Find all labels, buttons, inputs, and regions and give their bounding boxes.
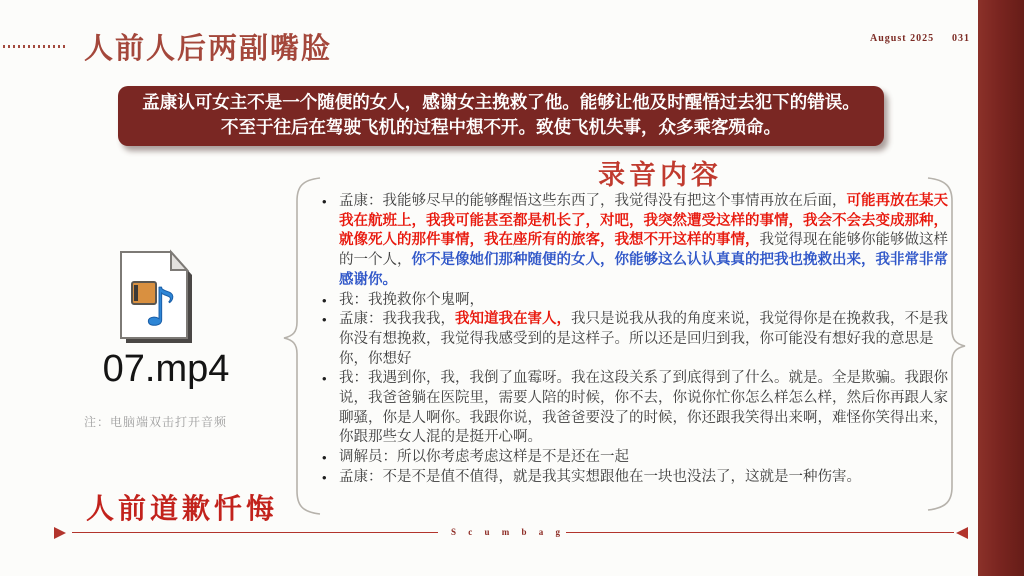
- dialogue-item: [320, 310, 948, 369]
- footer-caption: 人前道歉忏悔: [86, 494, 279, 525]
- dialogue-segment: 我：我挽救你个鬼啊，: [339, 291, 484, 308]
- file-name[interactable]: 07.mp4: [102, 348, 230, 390]
- media-file-icon[interactable]: [116, 249, 196, 345]
- dialogue-list: [320, 192, 948, 488]
- dialogue-item: [320, 468, 948, 488]
- left-brace: [284, 178, 320, 514]
- dialogue-segment: 调解员：所以你考虑考虑这样是不是还在一起: [339, 449, 629, 466]
- footer-left-arrow-icon: [54, 527, 66, 539]
- date-label: August 2025: [870, 33, 935, 44]
- page-number: 031: [952, 33, 970, 44]
- summary-banner: 孟康认可女主不是一个随便的女人，感谢女主挽救了他。能够让他及时醒悟过去犯下的错误。不至于往后在驾驶飞机的过程中想不开。致使飞机失事，众多乘客殒命。: [118, 86, 884, 146]
- dialogue-segment: 孟康：我能够尽早的能够醒悟这些东西了，我觉得没有把这个事情再放在后面，: [339, 193, 847, 209]
- dialogue-segment: 我觉得现在能够你能够做这样的一个人，: [339, 232, 948, 269]
- recording-heading: 录音内容: [598, 160, 722, 190]
- file-note: 注：电脑端双击打开音频: [84, 415, 228, 429]
- recording-transcript: [320, 192, 948, 488]
- dialogue-segment: 你不是像她们那种随便的女人，你能够这么认认真真的把我也挽救出来，我非常非常感谢你。: [339, 252, 948, 288]
- right-accent-bar: [978, 0, 1024, 576]
- page-title: 人前人后两副嘴脸: [84, 33, 333, 65]
- dialogue-item: [320, 192, 948, 291]
- dialogue-item: [320, 369, 948, 448]
- dialogue-item: [320, 291, 948, 311]
- footer-right-arrow-icon: [956, 527, 968, 539]
- dialogue-segment: 我知道我在害人，: [455, 311, 571, 328]
- icon-film-sprockets: [134, 285, 138, 301]
- dialogue-segment: 孟康：不是不是值不值得，就是我其实想跟他在一块也没法了，这就是一种伤害。: [339, 468, 861, 485]
- dotted-accent-line: [3, 45, 67, 48]
- music-note-icon: ♪: [144, 278, 178, 338]
- dialogue-item: [320, 448, 948, 468]
- footer-line-left: [72, 532, 438, 533]
- footer-line-right: [566, 532, 954, 533]
- dialogue-segment: 孟康：我我我我，: [339, 311, 455, 328]
- icon-page-fold: [171, 252, 187, 270]
- watermark-text: S c u m b a g: [450, 527, 565, 537]
- dialogue-segment: 我：我遇到你，我，我倒了血霉呀。我在这段关系了到底得到了什么。就是。全是欺骗。我跟你说，我爸爸躺在医院里，需要人陪的时候，你不去，你说你忙你怎么样怎么样，然后你再跟人家聊骚，你是人啊你。我跟你说，我爸爸要没了的时候，你还跟我笑得出来啊，难怪你笑得出来，你跟那些女人混的是挺开心啊。: [339, 370, 948, 446]
- dialogue-segment: 我只是说我从我的角度来说，我觉得你是在挽救我，不是我你没有想挽救，我觉得我感受到的是这样子。所以还是回归到我，你可能没有想好我的意思是你，你想好: [339, 311, 948, 367]
- dialogue-segment: 可能再放在某天我在航班上，我我可能甚至都是机长了，对吧，我突然遭受这样的事情，我会不会去变成那种，就像死人的那件事情，我在座所有的旅客，我想不开这样的事情，: [339, 193, 948, 249]
